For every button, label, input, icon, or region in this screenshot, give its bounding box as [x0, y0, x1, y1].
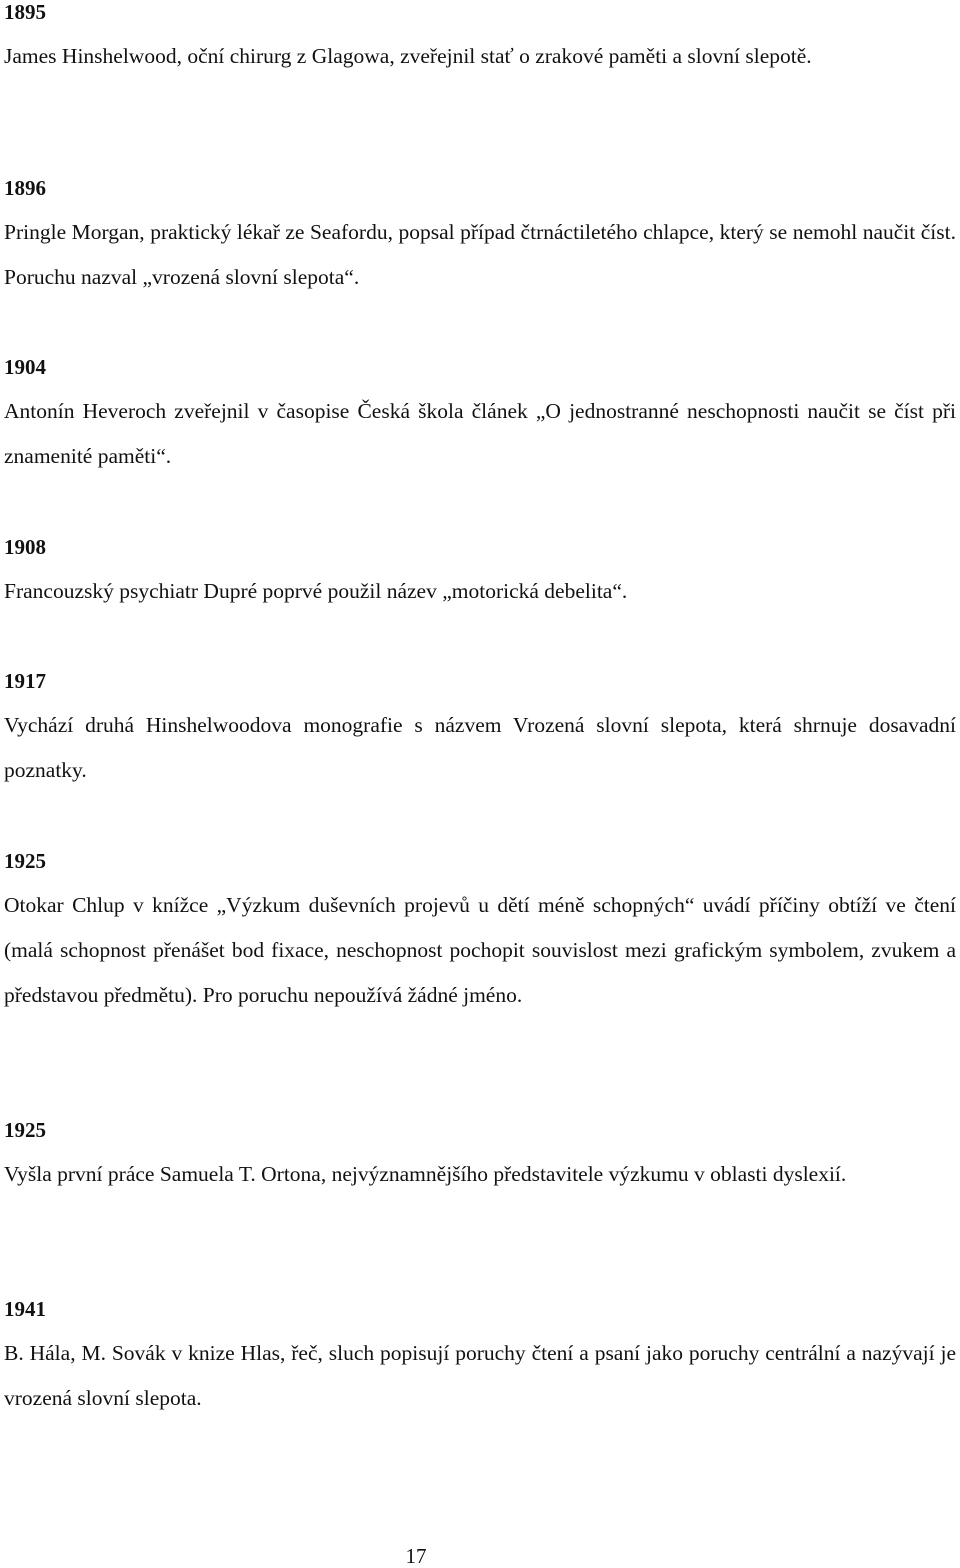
entry-year: 1904 [4, 355, 46, 379]
timeline-entry-1895 [4, 0, 956, 79]
timeline-entry-1896 [4, 176, 956, 300]
entry-text: Vychází druhá Hinshelwoodova monografie s názvem Vrozená slovní slepota, která shrnuje dosavadní poznatky. [4, 713, 956, 782]
timeline-entry-1925-a [4, 849, 956, 1018]
page-number: 17 [405, 1544, 427, 1568]
entry-year: 1896 [4, 176, 46, 200]
entry-year: 1917 [4, 669, 46, 693]
timeline-entry-1917 [4, 669, 956, 793]
entry-year: 1908 [4, 535, 46, 559]
entry-text: Otokar Chlup v knížce „Výzkum duševních projevů u dětí méně schopných“ uvádí příčiny obtíží ve čtení (malá schopnost přenášet bod fixace, neschopnost pochopit souvislost mezi grafickým symbolem, zvukem a představou předmětu). Pro poruchu nepoužívá žádné jméno. [4, 893, 956, 1007]
entry-year: 1925 [4, 849, 46, 873]
timeline-entry-1941 [4, 1297, 956, 1421]
timeline-entry-1904 [4, 355, 956, 479]
entry-text: Antonín Heveroch zveřejnil v časopise Česká škola článek „O jednostranné neschopnosti naučit se číst při znamenité paměti“. [4, 399, 956, 468]
timeline-entry-1925-b [4, 1118, 956, 1197]
entry-text: Francouzský psychiatr Dupré poprvé použil název „motorická debelita“. [4, 579, 628, 603]
entry-year: 1941 [4, 1297, 46, 1321]
entry-text: B. Hála, M. Sovák v knize Hlas, řeč, sluch popisují poruchy čtení a psaní jako poruchy centrální a nazývají je vrozená slovní slepota. [4, 1341, 956, 1410]
entry-text: Pringle Morgan, praktický lékař ze Seafordu, popsal případ čtrnáctiletého chlapce, který se nemohl naučit číst. Poruchu nazval „vrozená slovní slepota“. [4, 220, 956, 289]
timeline-entry-1908 [4, 535, 956, 614]
entry-year: 1925 [4, 1118, 46, 1142]
entry-year: 1895 [4, 0, 46, 24]
entry-text: James Hinshelwood, oční chirurg z Glagowa, zveřejnil stať o zrakové paměti a slovní slepotě. [4, 44, 812, 68]
entry-text: Vyšla první práce Samuela T. Ortona, nejvýznamnějšího představitele výzkumu v oblasti dyslexií. [4, 1162, 847, 1186]
